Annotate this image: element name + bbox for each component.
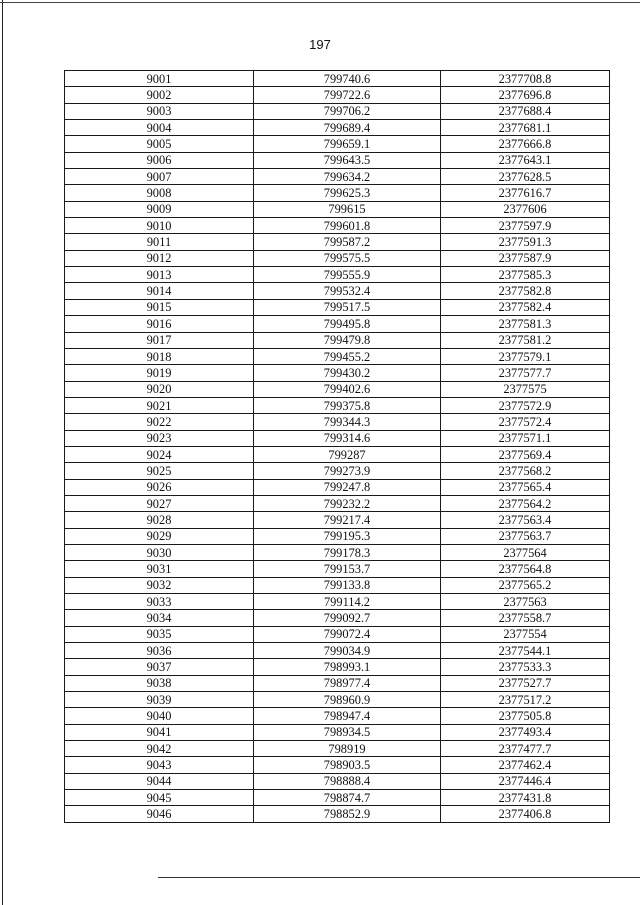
table-row bbox=[65, 626, 610, 642]
x-coordinate-cell: 798934.5 bbox=[254, 724, 441, 740]
y-coordinate-cell: 2377628.5 bbox=[441, 169, 610, 185]
y-coordinate-cell: 2377606 bbox=[441, 201, 610, 217]
y-coordinate-cell: 2377446.4 bbox=[441, 773, 610, 789]
y-coordinate-cell: 2377577.7 bbox=[441, 365, 610, 381]
point-id-cell: 9026 bbox=[65, 479, 254, 495]
y-coordinate-cell: 2377554 bbox=[441, 626, 610, 642]
table-row bbox=[65, 87, 610, 103]
y-coordinate-cell: 2377517.2 bbox=[441, 692, 610, 708]
table-row bbox=[65, 577, 610, 593]
x-coordinate-cell: 799615 bbox=[254, 201, 441, 217]
y-coordinate-cell: 2377581.3 bbox=[441, 316, 610, 332]
x-coordinate-cell: 799314.6 bbox=[254, 430, 441, 446]
point-id-cell: 9022 bbox=[65, 414, 254, 430]
x-coordinate-cell: 799575.5 bbox=[254, 250, 441, 266]
table-row bbox=[65, 267, 610, 283]
y-coordinate-cell: 2377565.2 bbox=[441, 577, 610, 593]
x-coordinate-cell: 798903.5 bbox=[254, 757, 441, 773]
point-id-cell: 9040 bbox=[65, 708, 254, 724]
table-row bbox=[65, 169, 610, 185]
y-coordinate-cell: 2377558.7 bbox=[441, 610, 610, 626]
point-id-cell: 9001 bbox=[65, 71, 254, 87]
x-coordinate-cell: 798852.9 bbox=[254, 806, 441, 822]
point-id-cell: 9033 bbox=[65, 594, 254, 610]
table-row bbox=[65, 708, 610, 724]
point-id-cell: 9010 bbox=[65, 218, 254, 234]
y-coordinate-cell: 2377568.2 bbox=[441, 463, 610, 479]
point-id-cell: 9012 bbox=[65, 250, 254, 266]
table-row bbox=[65, 120, 610, 136]
point-id-cell: 9034 bbox=[65, 610, 254, 626]
y-coordinate-cell: 2377585.3 bbox=[441, 267, 610, 283]
x-coordinate-cell: 799722.6 bbox=[254, 87, 441, 103]
point-id-cell: 9020 bbox=[65, 381, 254, 397]
y-coordinate-cell: 2377564.8 bbox=[441, 561, 610, 577]
table-row bbox=[65, 218, 610, 234]
coordinates-table-body bbox=[65, 71, 610, 823]
x-coordinate-cell: 799455.2 bbox=[254, 348, 441, 364]
x-coordinate-cell: 799532.4 bbox=[254, 283, 441, 299]
page-top-edge bbox=[0, 2, 640, 3]
table-row bbox=[65, 610, 610, 626]
x-coordinate-cell: 799072.4 bbox=[254, 626, 441, 642]
x-coordinate-cell: 799273.9 bbox=[254, 463, 441, 479]
x-coordinate-cell: 798874.7 bbox=[254, 790, 441, 806]
point-id-cell: 9038 bbox=[65, 675, 254, 691]
table-row bbox=[65, 528, 610, 544]
table-row bbox=[65, 692, 610, 708]
y-coordinate-cell: 2377579.1 bbox=[441, 348, 610, 364]
table-row bbox=[65, 446, 610, 462]
x-coordinate-cell: 799153.7 bbox=[254, 561, 441, 577]
y-coordinate-cell: 2377571.1 bbox=[441, 430, 610, 446]
x-coordinate-cell: 798977.4 bbox=[254, 675, 441, 691]
y-coordinate-cell: 2377565.4 bbox=[441, 479, 610, 495]
point-id-cell: 9014 bbox=[65, 283, 254, 299]
table-row bbox=[65, 463, 610, 479]
point-id-cell: 9024 bbox=[65, 446, 254, 462]
y-coordinate-cell: 2377505.8 bbox=[441, 708, 610, 724]
table-row bbox=[65, 234, 610, 250]
x-coordinate-cell: 799430.2 bbox=[254, 365, 441, 381]
point-id-cell: 9005 bbox=[65, 136, 254, 152]
y-coordinate-cell: 2377477.7 bbox=[441, 741, 610, 757]
x-coordinate-cell: 799625.3 bbox=[254, 185, 441, 201]
x-coordinate-cell: 798919 bbox=[254, 741, 441, 757]
y-coordinate-cell: 2377582.4 bbox=[441, 299, 610, 315]
table-row bbox=[65, 316, 610, 332]
y-coordinate-cell: 2377688.4 bbox=[441, 103, 610, 119]
y-coordinate-cell: 2377591.3 bbox=[441, 234, 610, 250]
x-coordinate-cell: 799287 bbox=[254, 446, 441, 462]
point-id-cell: 9037 bbox=[65, 659, 254, 675]
x-coordinate-cell: 799092.7 bbox=[254, 610, 441, 626]
y-coordinate-cell: 2377582.8 bbox=[441, 283, 610, 299]
table-row bbox=[65, 152, 610, 168]
x-coordinate-cell: 799133.8 bbox=[254, 577, 441, 593]
table-row bbox=[65, 479, 610, 495]
point-id-cell: 9023 bbox=[65, 430, 254, 446]
point-id-cell: 9019 bbox=[65, 365, 254, 381]
y-coordinate-cell: 2377587.9 bbox=[441, 250, 610, 266]
point-id-cell: 9046 bbox=[65, 806, 254, 822]
table-row bbox=[65, 757, 610, 773]
y-coordinate-cell: 2377597.9 bbox=[441, 218, 610, 234]
y-coordinate-cell: 2377406.8 bbox=[441, 806, 610, 822]
point-id-cell: 9031 bbox=[65, 561, 254, 577]
point-id-cell: 9025 bbox=[65, 463, 254, 479]
table-row bbox=[65, 250, 610, 266]
point-id-cell: 9042 bbox=[65, 741, 254, 757]
y-coordinate-cell: 2377564.2 bbox=[441, 495, 610, 511]
point-id-cell: 9032 bbox=[65, 577, 254, 593]
y-coordinate-cell: 2377563.4 bbox=[441, 512, 610, 528]
point-id-cell: 9045 bbox=[65, 790, 254, 806]
table-row bbox=[65, 365, 610, 381]
x-coordinate-cell: 799034.9 bbox=[254, 643, 441, 659]
y-coordinate-cell: 2377643.1 bbox=[441, 152, 610, 168]
point-id-cell: 9002 bbox=[65, 87, 254, 103]
y-coordinate-cell: 2377681.1 bbox=[441, 120, 610, 136]
table-row bbox=[65, 381, 610, 397]
point-id-cell: 9018 bbox=[65, 348, 254, 364]
y-coordinate-cell: 2377575 bbox=[441, 381, 610, 397]
page-number: 197 bbox=[309, 37, 331, 52]
point-id-cell: 9017 bbox=[65, 332, 254, 348]
point-id-cell: 9041 bbox=[65, 724, 254, 740]
x-coordinate-cell: 799643.5 bbox=[254, 152, 441, 168]
table-row bbox=[65, 185, 610, 201]
page-left-edge bbox=[2, 0, 3, 905]
page-bottom-edge bbox=[158, 877, 640, 878]
table-row bbox=[65, 773, 610, 789]
y-coordinate-cell: 2377527.7 bbox=[441, 675, 610, 691]
x-coordinate-cell: 799375.8 bbox=[254, 397, 441, 413]
x-coordinate-cell: 798888.4 bbox=[254, 773, 441, 789]
x-coordinate-cell: 799479.8 bbox=[254, 332, 441, 348]
y-coordinate-cell: 2377581.2 bbox=[441, 332, 610, 348]
point-id-cell: 9003 bbox=[65, 103, 254, 119]
x-coordinate-cell: 798993.1 bbox=[254, 659, 441, 675]
y-coordinate-cell: 2377569.4 bbox=[441, 446, 610, 462]
point-id-cell: 9008 bbox=[65, 185, 254, 201]
point-id-cell: 9029 bbox=[65, 528, 254, 544]
table-row bbox=[65, 659, 610, 675]
table-row bbox=[65, 71, 610, 87]
y-coordinate-cell: 2377431.8 bbox=[441, 790, 610, 806]
y-coordinate-cell: 2377616.7 bbox=[441, 185, 610, 201]
x-coordinate-cell: 799178.3 bbox=[254, 544, 441, 560]
point-id-cell: 9036 bbox=[65, 643, 254, 659]
table-row bbox=[65, 299, 610, 315]
point-id-cell: 9028 bbox=[65, 512, 254, 528]
table-row bbox=[65, 283, 610, 299]
point-id-cell: 9039 bbox=[65, 692, 254, 708]
y-coordinate-cell: 2377533.3 bbox=[441, 659, 610, 675]
table-row bbox=[65, 201, 610, 217]
x-coordinate-cell: 799232.2 bbox=[254, 495, 441, 511]
table-row bbox=[65, 675, 610, 691]
table-row bbox=[65, 348, 610, 364]
table-row bbox=[65, 561, 610, 577]
table-row bbox=[65, 103, 610, 119]
point-id-cell: 9021 bbox=[65, 397, 254, 413]
point-id-cell: 9035 bbox=[65, 626, 254, 642]
x-coordinate-cell: 799587.2 bbox=[254, 234, 441, 250]
point-id-cell: 9015 bbox=[65, 299, 254, 315]
point-id-cell: 9004 bbox=[65, 120, 254, 136]
x-coordinate-cell: 799402.6 bbox=[254, 381, 441, 397]
y-coordinate-cell: 2377563 bbox=[441, 594, 610, 610]
y-coordinate-cell: 2377666.8 bbox=[441, 136, 610, 152]
y-coordinate-cell: 2377564 bbox=[441, 544, 610, 560]
x-coordinate-cell: 799517.5 bbox=[254, 299, 441, 315]
x-coordinate-cell: 799634.2 bbox=[254, 169, 441, 185]
point-id-cell: 9006 bbox=[65, 152, 254, 168]
x-coordinate-cell: 799247.8 bbox=[254, 479, 441, 495]
table-row bbox=[65, 332, 610, 348]
point-id-cell: 9013 bbox=[65, 267, 254, 283]
x-coordinate-cell: 799344.3 bbox=[254, 414, 441, 430]
x-coordinate-cell: 798947.4 bbox=[254, 708, 441, 724]
point-id-cell: 9044 bbox=[65, 773, 254, 789]
table-row bbox=[65, 806, 610, 822]
coordinates-table bbox=[64, 70, 610, 823]
y-coordinate-cell: 2377708.8 bbox=[441, 71, 610, 87]
table-row bbox=[65, 397, 610, 413]
y-coordinate-cell: 2377493.4 bbox=[441, 724, 610, 740]
table-row bbox=[65, 790, 610, 806]
table-row bbox=[65, 136, 610, 152]
y-coordinate-cell: 2377572.4 bbox=[441, 414, 610, 430]
x-coordinate-cell: 799659.1 bbox=[254, 136, 441, 152]
x-coordinate-cell: 799706.2 bbox=[254, 103, 441, 119]
y-coordinate-cell: 2377544.1 bbox=[441, 643, 610, 659]
table-row bbox=[65, 414, 610, 430]
x-coordinate-cell: 799114.2 bbox=[254, 594, 441, 610]
table-row bbox=[65, 724, 610, 740]
table-row bbox=[65, 594, 610, 610]
x-coordinate-cell: 799217.4 bbox=[254, 512, 441, 528]
point-id-cell: 9016 bbox=[65, 316, 254, 332]
point-id-cell: 9007 bbox=[65, 169, 254, 185]
x-coordinate-cell: 799495.8 bbox=[254, 316, 441, 332]
table-row bbox=[65, 495, 610, 511]
table-row bbox=[65, 544, 610, 560]
y-coordinate-cell: 2377462.4 bbox=[441, 757, 610, 773]
y-coordinate-cell: 2377563.7 bbox=[441, 528, 610, 544]
x-coordinate-cell: 799689.4 bbox=[254, 120, 441, 136]
point-id-cell: 9030 bbox=[65, 544, 254, 560]
y-coordinate-cell: 2377572.9 bbox=[441, 397, 610, 413]
x-coordinate-cell: 799555.9 bbox=[254, 267, 441, 283]
x-coordinate-cell: 799195.3 bbox=[254, 528, 441, 544]
x-coordinate-cell: 799601.8 bbox=[254, 218, 441, 234]
table-row bbox=[65, 430, 610, 446]
point-id-cell: 9027 bbox=[65, 495, 254, 511]
point-id-cell: 9011 bbox=[65, 234, 254, 250]
table-row bbox=[65, 512, 610, 528]
table-row bbox=[65, 741, 610, 757]
y-coordinate-cell: 2377696.8 bbox=[441, 87, 610, 103]
table-row bbox=[65, 643, 610, 659]
point-id-cell: 9043 bbox=[65, 757, 254, 773]
x-coordinate-cell: 798960.9 bbox=[254, 692, 441, 708]
x-coordinate-cell: 799740.6 bbox=[254, 71, 441, 87]
point-id-cell: 9009 bbox=[65, 201, 254, 217]
